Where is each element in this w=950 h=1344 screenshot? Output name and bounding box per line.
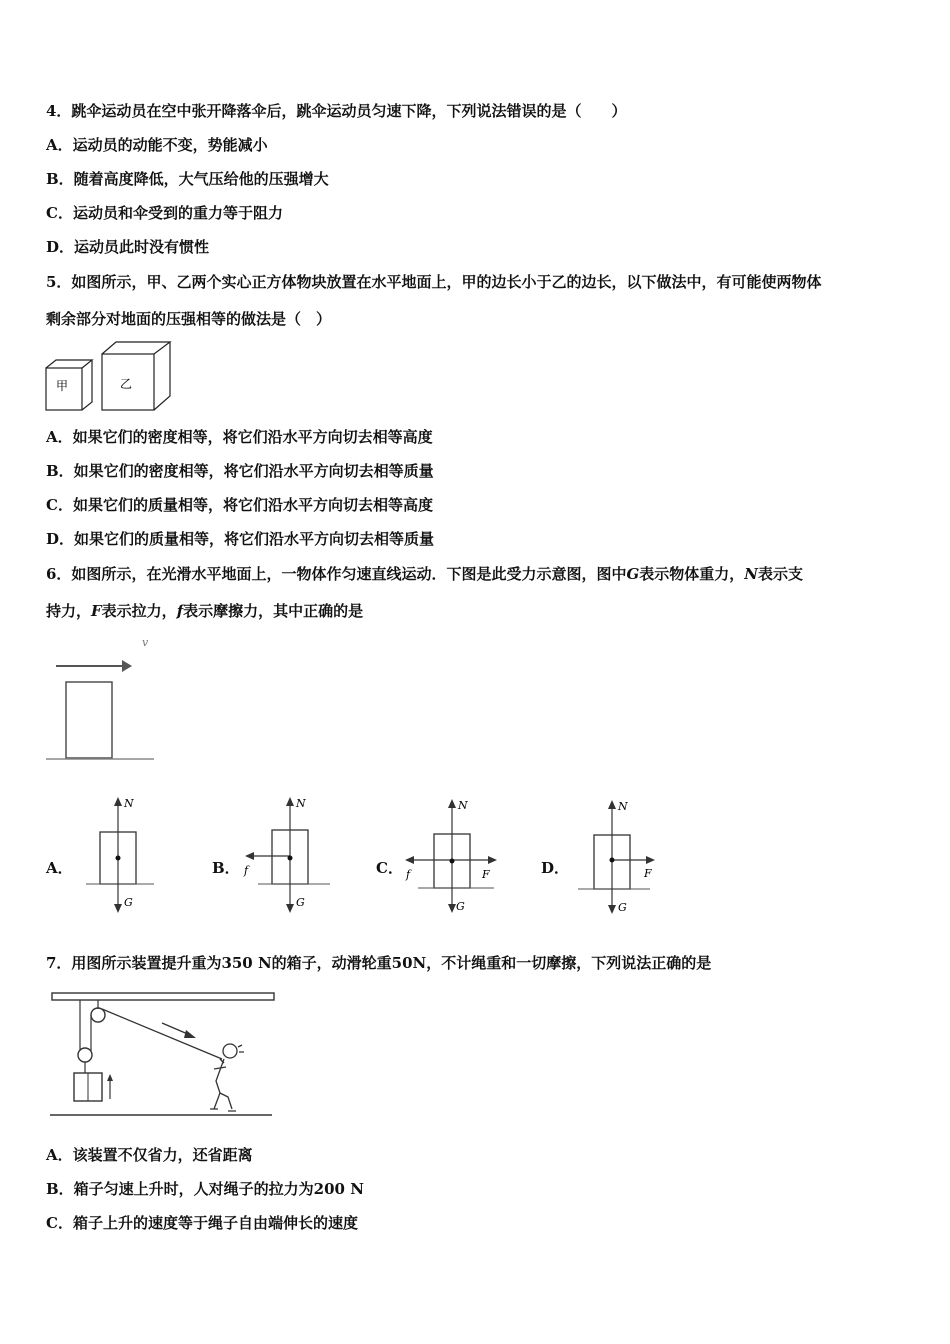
q4-option-a: A．运动员的动能不变，势能减小 xyxy=(46,136,268,154)
cube-jia-label: 甲 xyxy=(56,379,69,393)
q5-option-d: D．如果它们的质量相等，将它们沿水平方向切去相等质量 xyxy=(46,530,435,548)
q6-option-c-figure xyxy=(398,794,508,918)
q6-symbol-f-cap: F xyxy=(91,602,102,620)
q6-stem-line2 xyxy=(46,601,363,621)
label-n: N xyxy=(124,797,134,810)
q6-stem-line1-a: 6．如图所示，在光滑水平地面上，一物体作匀速直线运动．下图是此受力示意图，图中 xyxy=(46,565,627,583)
cube-yi-label: 乙 xyxy=(120,377,133,391)
q5-option-b: B．如果它们的密度相等，将它们沿水平方向切去相等质量 xyxy=(46,462,434,480)
q7-option-c: C．箱子上升的速度等于绳子自由端伸长的速度 xyxy=(46,1214,358,1232)
q5-option-c: C．如果它们的质量相等，将它们沿水平方向切去相等高度 xyxy=(46,496,433,514)
q6-stem-line2-c: 表示摩擦力，其中正确的是 xyxy=(183,602,364,620)
q6-stem-line1-c: 表示支 xyxy=(758,565,804,583)
q6-stem-line1 xyxy=(46,564,803,584)
q7-stem: 7．用图所示装置提升重为350 N的箱子，动滑轮重50N，不计绳重和一切摩擦，下列说法正确的是 xyxy=(46,954,712,972)
q4-stem: 4．跳伞运动员在空中张开降落伞后，跳伞运动员匀速下降，下列说法错误的是（ ） xyxy=(46,102,627,120)
q6-option-b-label: B． xyxy=(212,859,240,877)
q6-symbol-g: G xyxy=(626,565,640,583)
pulling-rope xyxy=(102,1009,222,1059)
q6-symbol-f-small: f xyxy=(176,602,184,620)
q7-pulley-figure xyxy=(44,985,276,1125)
movable-pulley xyxy=(78,1048,92,1062)
q6-option-d-label: D． xyxy=(541,859,570,877)
q6-option-b-figure xyxy=(238,792,338,918)
q4-option-b: B．随着高度降低，大气压给他的压强增大 xyxy=(46,170,329,188)
q5-cubes-figure xyxy=(44,338,174,414)
q6-stem-line2-b: 表示拉力， xyxy=(101,602,177,620)
q5-option-a: A．如果它们的密度相等，将它们沿水平方向切去相等高度 xyxy=(46,428,433,446)
person-pulling xyxy=(210,1044,244,1111)
q4-option-c: C．运动员和伞受到的重力等于阻力 xyxy=(46,204,283,222)
q6-motion-figure xyxy=(44,630,164,765)
q6-option-d-figure xyxy=(572,795,672,919)
q6-option-c-label: C． xyxy=(376,859,403,877)
label-n: N xyxy=(296,797,306,810)
q5-stem-line1: 5．如图所示，甲、乙两个实心正方体物块放置在水平地面上，甲的边长小于乙的边长，以下做法中，有可能使两物体 xyxy=(46,273,822,291)
q7-option-b: B．箱子匀速上升时，人对绳子的拉力为200 N xyxy=(46,1180,364,1198)
q4-option-d: D．运动员此时没有惯性 xyxy=(46,238,210,256)
fixed-pulley xyxy=(91,1008,105,1022)
q6-symbol-n: N xyxy=(744,565,758,583)
q6-stem-line2-a: 持力， xyxy=(46,602,92,620)
q7-option-a: A．该装置不仅省力，还省距离 xyxy=(46,1146,253,1164)
moving-block xyxy=(66,682,112,758)
velocity-label: v xyxy=(142,636,149,649)
label-n: N xyxy=(458,799,468,812)
label-n: N xyxy=(618,800,628,813)
label-f-cap: F xyxy=(482,868,490,881)
q5-stem-line2: 剩余部分对地面的压强相等的做法是（ ） xyxy=(46,310,332,328)
label-g: G xyxy=(618,901,627,914)
cube-yi xyxy=(102,342,170,410)
velocity-arrowhead xyxy=(122,660,132,672)
label-f-cap: F xyxy=(644,867,652,880)
label-g: G xyxy=(124,896,133,909)
label-g: G xyxy=(456,900,465,913)
q6-option-a-label: A． xyxy=(46,859,73,877)
q6-option-a-figure xyxy=(86,792,166,918)
ceiling-beam xyxy=(52,993,274,1000)
label-f-small: f xyxy=(406,868,411,881)
q6-stem-line1-b: 表示物体重力， xyxy=(639,565,745,583)
cube-jia xyxy=(46,360,92,410)
label-f-small: f xyxy=(244,864,249,877)
label-g: G xyxy=(296,896,305,909)
